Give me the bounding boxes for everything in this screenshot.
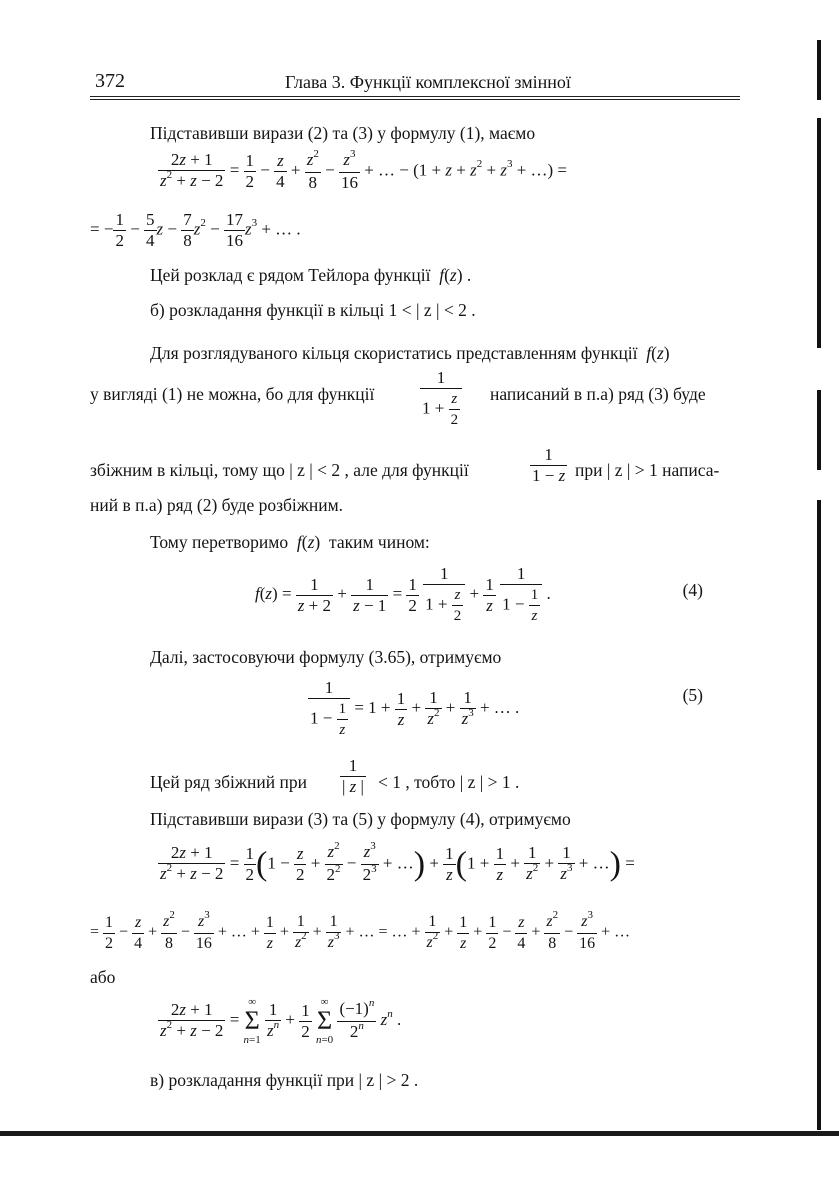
ring-text-1: Для розглядуваного кільця скористатись представленням функції [150,343,638,363]
paragraph-transform: Тому перетворимо f(z) таким чином: [150,532,430,552]
paragraph-ring-3b: при | z | > 1 написа- [575,460,720,480]
paragraph-substitution-2: Підставивши вирази (3) та (5) у формулу (4), отримуємо [150,809,571,829]
paragraph-ring-1: Для розглядуваного кільця скористатись представленням функції f(z) [150,343,670,363]
formula-inline-fraction-1: 1 1 + $\frac{z}{2}$ [420,368,462,430]
formula-expansion-1: $\frac{2z + 1}{z^2 + z - 2}$ = $\frac{1}{2}$ − $\frac{z}{4}$ + $\frac{z^2}{8}$ − $\frac{z^3}{16}$ + … − ($1 + z + z^2 + z^3$ + …) = [160,148,568,192]
page-number: 372 [95,70,125,92]
paragraph-convergence-b: < 1 , тобто | z | > 1 . [378,772,520,792]
paragraph-ring-2a: у вигляді (1) не можна, бо для функції [90,384,375,404]
transform-text-b: таким чином: [328,532,430,552]
formula-inline-fraction-2: $\frac{1}{1 - z}$ [532,445,566,485]
formula-inline-fraction-3: $\frac{1}{| z |}$ [342,756,364,796]
paragraph-ring-3a: збіжним в кільці, тому що | z | < 2 , але для функції [90,460,469,480]
formula-expansion-4: = $\frac{1}{2}$ − $\frac{z}{4}$ + $\frac{z^2}{8}$ − $\frac{z^3}{16}$ + … + $\frac{1}{z}$ + $\frac{1}{z^2}$ + $\frac{1}{z^3}$ + … = … + $\frac{1}{z^2}$ + $\frac{1}{z}$ + $\frac{1}{2}$ − $\frac{z}{4}$ + $\frac{z^2}{8}$ − $\frac{z^3}{16}$ + … [90,909,631,952]
paragraph-taylor: Цей розклад є рядом Тейлора функції f(z) . [150,265,472,285]
header-rule-second [90,99,740,100]
formula-expansion-3: $\frac{2z + 1}{z^2 + z - 2}$ = $\frac{1}{2}$ (1 − $\frac{z}{2}$ + $\frac{z^2}{2^2}$ − $\frac{z^3}{2^3}$ + …) + $\frac{1}{z}$ (1 + $\frac{1}{z}$ + $\frac{1}{z^2}$ + $\frac{1}{z^3}$ + …) = [160,840,635,884]
paragraph-substitution: Підставивши вирази (2) та (3) у формулу (1), маємо [150,123,536,143]
header-rule [90,96,740,97]
scan-bottom-edge [0,1131,839,1136]
formula-expansion-2: = − $\frac{1}{2}$ − $\frac{5}{4}$ z − $\frac{7}{8}$ $z^2$ − $\frac{17}{16}$ $z^3$ + … . [90,210,301,250]
section-b-heading: б) розкладання функції в кільці 1 < | z | < 2 . [150,300,476,320]
formula-5: 1 1 − $\frac{1}{z}$ = 1 + $\frac{1}{z}$ + $\frac{1}{z^2}$ + $\frac{1}{z^3}$ + … . [310,678,520,738]
paragraph-apply: Далі, застосовуючи формулу (3.65), отримуємо [150,647,502,667]
paragraph-ring-4: ний в п.а) ряд (2) буде розбіжним. [90,495,344,515]
equation-number-4: (4) [682,580,703,600]
scan-mark [817,390,821,470]
section-c-heading: в) розкладання функції при | z | > 2 . [150,1070,419,1090]
scan-mark [817,500,821,1130]
word-or: або [90,967,116,987]
scan-mark [817,118,821,348]
equation-number-5: (5) [682,685,703,705]
formula-series-sum: $\frac{2z + 1}{z^2 + z - 2}$ = ∞ Σ n=1 $\frac{1}{z^n}$ + $\frac{1}{2}$ ∞ Σ n=0 $\frac{(-1)^n}{2^n}$ $z^n$ . [160,996,402,1046]
paragraph-convergence-a: Цей ряд збіжний при [150,772,307,792]
scan-mark [817,40,821,100]
transform-text-a: Тому перетворимо [150,532,289,552]
formula-4: f(z) = $\frac{1}{z + 2}$ + $\frac{1}{z - 1}$ = $\frac{1}{2}$ 1 1 + $\frac{z}{2}$ + $\frac{1}{z}$ 1 1 − $\frac{1}{z}$ . [255,564,551,624]
taylor-text: Цей розклад є рядом Тейлора функції [150,265,431,285]
chapter-title: Глава 3. Функції комплексної змінної [285,72,571,92]
paragraph-ring-2b: написаний в п.а) ряд (3) буде [490,384,706,404]
